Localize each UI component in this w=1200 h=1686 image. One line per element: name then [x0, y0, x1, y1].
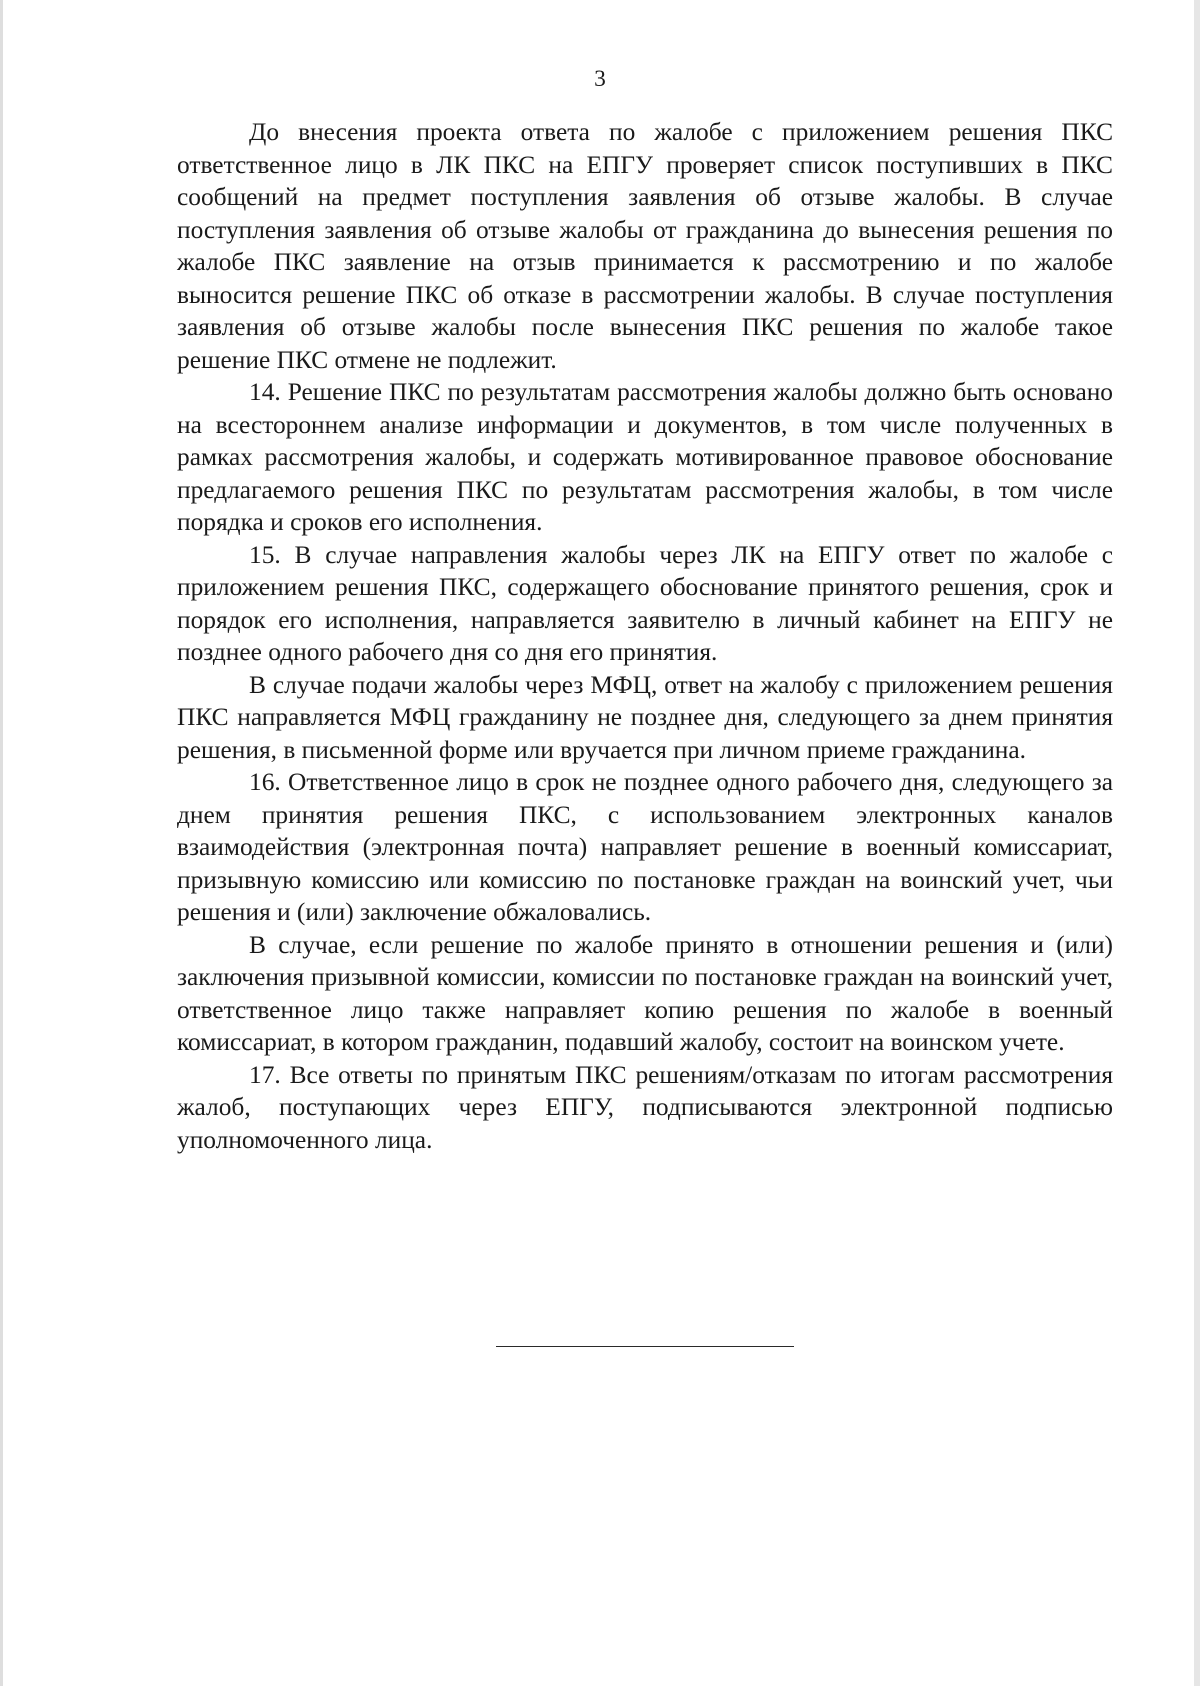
paragraph-item-16: 16. Ответственное лицо в срок не позднее одного рабочего дня, следующего за днем принятия решения ПКС, с использованием электронных каналов взаимодействия (электронная почта) направляет решение в военный комиссариат, призывную комиссию или комиссию по постановке граждан на воинский учет, чьи решения и (или) заключение обжаловались.	[177, 768, 1113, 926]
page-number: 3	[594, 66, 606, 92]
paragraph-item-14: 14. Решение ПКС по результатам рассмотрения жалобы должно быть основано на всестороннем анализе информации и документов, в том числе полученных в рамках рассмотрения жалобы, и содержать мотивированное правовое обоснование предлагаемого решения ПКС по результатам рассмотрения жалобы, в том числе порядка и сроков его исполнения.	[177, 378, 1113, 536]
paragraph-commission-decision: В случае, если решение по жалобе принято в отношении решения и (или) заключения призывной комиссии, комиссии по постановке граждан на воинский учет, ответственное лицо также направляет копию решения по жалобе в военный комиссариат, в котором гражданин, подавший жалобу, состоит на воинском учете.	[177, 930, 1113, 1056]
end-of-document-rule	[496, 1346, 794, 1347]
scan-edge-left	[0, 0, 3, 1686]
paragraph-item-17: 17. Все ответы по принятым ПКС решениям/отказам по итогам рассмотрения жалоб, поступающих через ЕПГУ, подписываются электронной подписью уполномоченного лица.	[177, 1060, 1113, 1154]
document-body	[177, 116, 1113, 1156]
paragraph-mfc-submission: В случае подачи жалобы через МФЦ, ответ на жалобу с приложением решения ПКС направляется МФЦ гражданину не позднее дня, следующего за днем принятия решения, в письменной форме или вручается при личном приеме гражданина.	[177, 670, 1113, 764]
paragraph-complaint-withdrawal: До внесения проекта ответа по жалобе с приложением решения ПКС ответственное лицо в ЛК ПКС на ЕПГУ проверяет список поступивших в ПКС сообщений на предмет поступления заявления об отзыве жалобы. В случае поступления заявления об отзыве жалобы от гражданина до вынесения решения по жалобе ПКС заявление на отзыв принимается к рассмотрению и по жалобе выносится решение ПКС об отказе в рассмотрении жалобы. В случае поступления заявления об отзыве жалобы после вынесения ПКС решения по жалобе такое решение ПКС отмене не подлежит.	[177, 118, 1113, 374]
scan-edge-right	[1194, 0, 1200, 1686]
paragraph-item-15: 15. В случае направления жалобы через ЛК на ЕПГУ ответ по жалобе с приложением решения ПКС, содержащего обоснование принятого решения, срок и порядок его исполнения, направляется заявителю в личный кабинет на ЕПГУ не позднее одного рабочего дня со дня его принятия.	[177, 540, 1113, 666]
